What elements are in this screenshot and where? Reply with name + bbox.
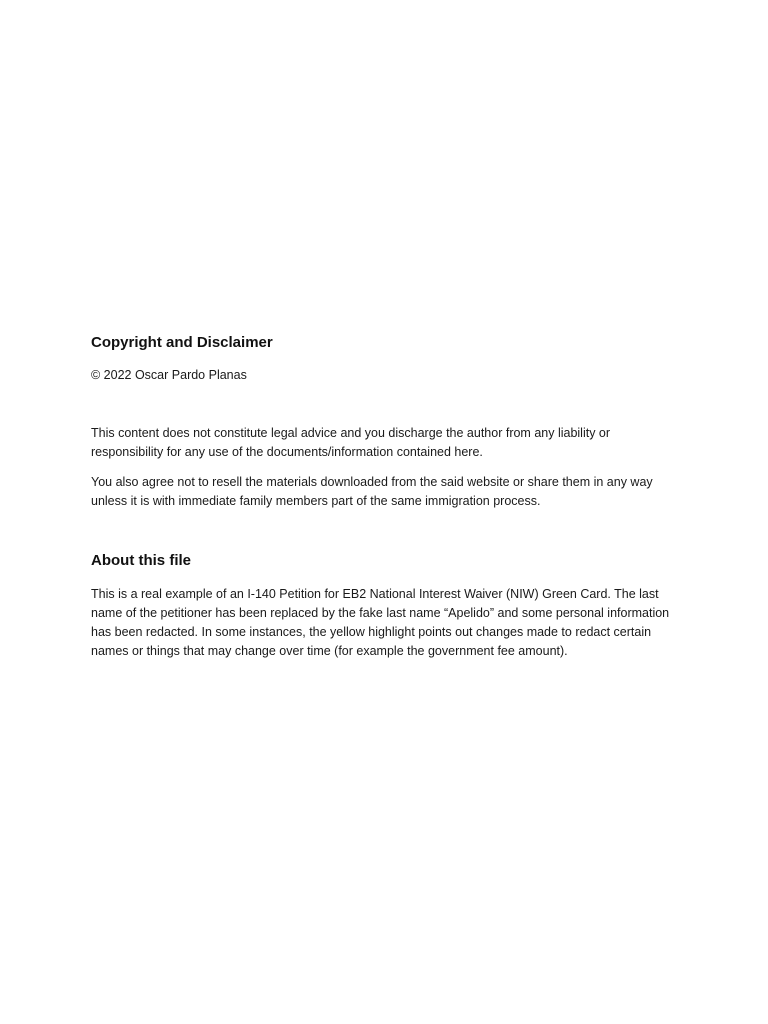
about-heading: About this file: [91, 552, 191, 569]
copyright-heading: Copyright and Disclaimer: [91, 334, 273, 351]
copyright-line: © 2022 Oscar Pardo Planas: [91, 368, 247, 382]
about-paragraph: This is a real example of an I-140 Petition for EB2 National Interest Waiver (NIW) Green Card. The last name of the petitioner has been replaced by the fake last name “Apelido” and some personal information has been redacted. In some instances, the yellow highlight points out changes made to redact certain names or things that may change over time (for example the government fee amount).: [91, 587, 670, 658]
page-content: [91, 333, 681, 661]
disclaimer-paragraph-resale: You also agree not to resell the materials downloaded from the said website or share them in any way unless it is with immediate family members part of the same immigration process.: [91, 475, 653, 508]
disclaimer-paragraph-legal: This content does not constitute legal advice and you discharge the author from any liability or responsibility for any use of the documents/information contained here.: [91, 426, 611, 459]
